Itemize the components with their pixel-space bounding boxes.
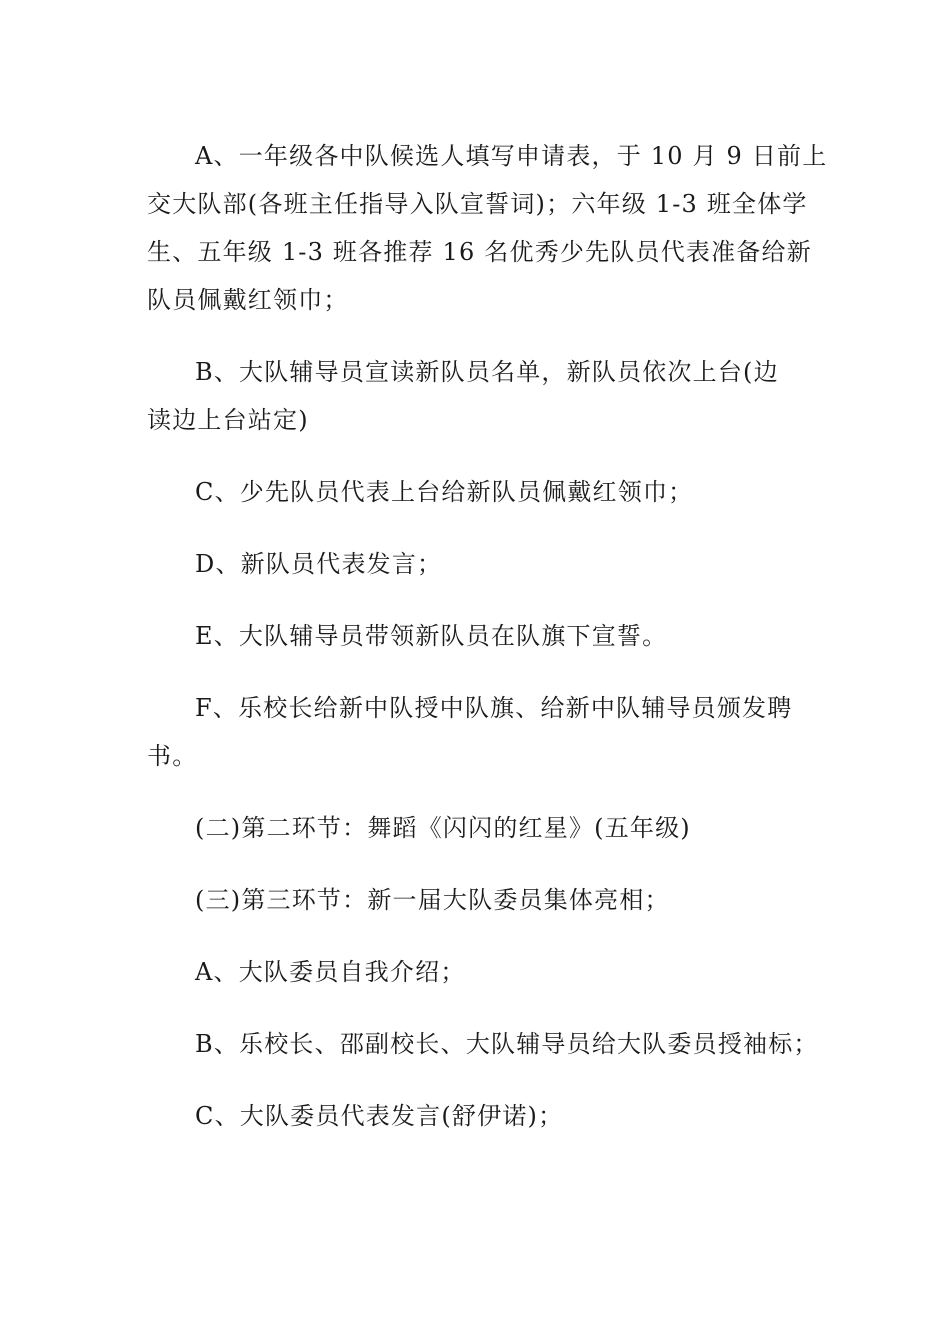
- paragraph-line: 队员佩戴红领巾；: [147, 286, 349, 314]
- paragraph-d-new-member-speech: [147, 540, 809, 588]
- section-three-heading: [147, 876, 809, 924]
- paragraph-line: F、乐校长给新中队授中队旗、给新中队辅导员颁发聘: [195, 694, 793, 722]
- paragraph-line: A、大队委员自我介绍；: [195, 958, 466, 986]
- paragraph-e-oath: [147, 612, 809, 660]
- paragraph-line: D、新队员代表发言；: [195, 550, 443, 578]
- paragraph-line: C、少先队员代表上台给新队员佩戴红领巾；: [195, 478, 694, 506]
- paragraph-line: (三)第三环节：新一届大队委员集体亮相；: [195, 886, 670, 914]
- paragraph-line: A、一年级各中队候选人填写申请表，于 10 月 9 日前上: [195, 142, 828, 170]
- paragraph-line: 书。: [147, 742, 198, 770]
- paragraph-c-committee-speech: [147, 1092, 809, 1140]
- paragraph-a-application: [147, 132, 828, 324]
- paragraph-line: (二)第二环节：舞蹈《闪闪的红星》(五年级): [195, 814, 691, 842]
- document-body: [147, 132, 828, 1164]
- paragraph-b-armband: [147, 1020, 819, 1068]
- paragraph-c-red-scarf: [147, 468, 809, 516]
- paragraph-b-announce-list: [147, 348, 809, 444]
- paragraph-line: 读边上台站定): [147, 406, 309, 434]
- paragraph-line: 生、五年级 1-3 班各推荐 16 名优秀少先队员代表准备给新: [147, 238, 812, 266]
- section-two-heading: [147, 804, 809, 852]
- paragraph-a-self-intro: [147, 948, 809, 996]
- paragraph-line: 交大队部(各班主任指导入队宣誓词)；六年级 1-3 班全体学: [147, 190, 808, 218]
- paragraph-line: E、大队辅导员带领新队员在队旗下宣誓。: [195, 622, 668, 650]
- paragraph-line: B、乐校长、邵副校长、大队辅导员给大队委员授袖标；: [195, 1030, 819, 1058]
- paragraph-line: C、大队委员代表发言(舒伊诺)；: [195, 1102, 564, 1130]
- paragraph-line: B、大队辅导员宣读新队员名单，新队员依次上台(边: [195, 358, 779, 386]
- paragraph-f-flag-certificate: [147, 684, 809, 780]
